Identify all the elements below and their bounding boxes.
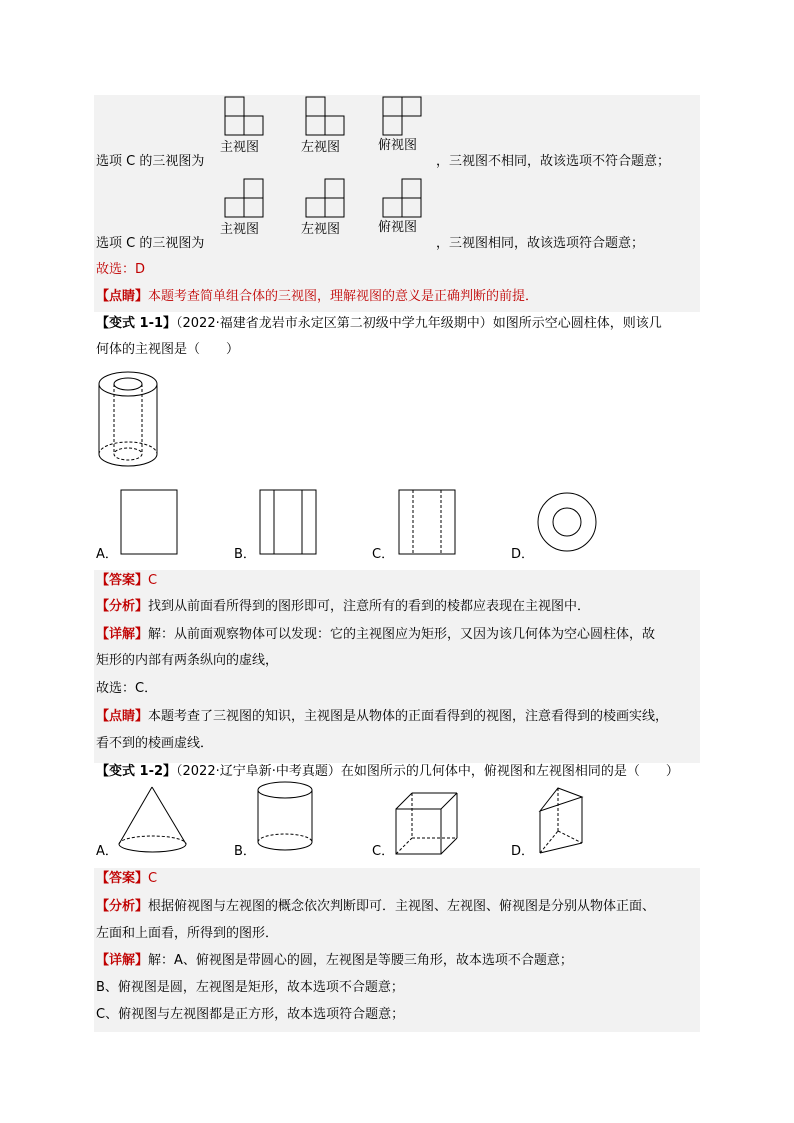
front-view-figure-1	[224, 96, 264, 136]
top-view-figure-2	[382, 178, 422, 218]
cone-figure	[117, 786, 189, 858]
option-c-text-row2: 选项 C 的三视图为	[96, 236, 205, 251]
q1-option-a-label: A．	[96, 547, 118, 562]
caption-side-view-2: 左视图	[301, 222, 341, 237]
cube-figure	[395, 792, 459, 856]
comment-tag: 【点睛】	[96, 289, 149, 304]
q1-option-d-figure	[537, 492, 597, 552]
q2-option-d-label: D．	[511, 844, 535, 859]
q2-option-a-label: A．	[96, 844, 118, 859]
q1-answer-tag: 【答案】	[96, 573, 149, 588]
top-view-figure-1	[382, 96, 422, 136]
caption-top-view-1: 俯视图	[378, 138, 418, 153]
caption-front-view-2: 主视图	[220, 222, 260, 237]
question-1-2-tag: 【变式 1-2】	[96, 764, 177, 779]
q2-detail-line3: C、俯视图与左视图都是正方形，故本选项符合题意；	[96, 1007, 405, 1022]
q1-analysis-text: 找到从前面看所得到的图形即可，注意所有的看到的棱都应表现在主视图中．	[148, 599, 591, 614]
q1-detail-text1: 解：从前面观察物体可以发现：它的主视图应为矩形，又因为该几何体为空心圆柱体，故	[148, 627, 656, 642]
q1-comment-tag: 【点睛】	[96, 709, 149, 724]
q1-option-b-label: B．	[234, 547, 256, 562]
question-1-1-line2: 何体的主视图是（ ）	[96, 342, 240, 357]
q2-option-b-label: B．	[234, 844, 256, 859]
q1-comment-line1	[96, 707, 668, 727]
question-1-2-text: （2022·辽宁阜新·中考真题）在如图所示的几何体中，俯视图和左视图相同的是（ ）	[176, 764, 679, 779]
q1-analysis-line	[96, 597, 590, 617]
choose-d: 故选：D	[96, 262, 146, 277]
q1-comment-line2: 看不到的棱画虚线．	[96, 736, 214, 751]
q2-detail-line1	[96, 951, 573, 971]
question-1-1-line1	[96, 314, 662, 334]
q1-option-b-figure	[259, 489, 317, 555]
q1-detail-line1	[96, 625, 655, 645]
front-view-figure-2	[224, 178, 264, 218]
comment-line	[96, 287, 538, 307]
option-c-conclusion-row2: ，三视图相同，故该选项符合题意；	[436, 236, 645, 251]
q1-answer-line	[96, 571, 157, 591]
q2-detail-text1: 解：A、俯视图是带圆心的圆，左视图是等腰三角形，故本选项不合题意；	[148, 953, 573, 968]
caption-top-view-2: 俯视图	[378, 220, 418, 235]
caption-front-view-1: 主视图	[220, 140, 260, 155]
q2-option-c-label: C．	[372, 844, 395, 859]
q1-answer-value: C	[148, 573, 158, 588]
question-1-1-text: （2022·福建省龙岩市永定区第二初级中学九年级期中）如图所示空心圆柱体，则该几	[176, 316, 662, 331]
q2-answer-value: C	[148, 871, 158, 886]
q1-comment-text1: 本题考查了三视图的知识，主视图是从物体的正面看得到的视图，注意看得到的棱画实线，	[148, 709, 669, 724]
q2-analysis-text1: 根据俯视图与左视图的概念依次判断即可．主视图、左视图、俯视图是分别从物体正面、	[148, 899, 656, 914]
q2-analysis-tag: 【分析】	[96, 899, 149, 914]
side-view-figure-2	[305, 178, 345, 218]
q1-option-d-label: D．	[511, 547, 535, 562]
option-c-conclusion-row1: ，三视图不相同，故该选项不符合题意；	[436, 154, 671, 169]
hollow-cylinder-figure	[97, 370, 161, 470]
question-1-2-line1	[96, 762, 679, 782]
caption-side-view-1: 左视图	[301, 140, 341, 155]
q2-analysis-line2: 左面和上面看，所得到的图形．	[96, 926, 279, 941]
q2-detail-tag: 【详解】	[96, 953, 149, 968]
q2-analysis-line1	[96, 897, 655, 917]
q2-answer-line	[96, 869, 157, 889]
comment-text: 本题考查简单组合体的三视图，理解视图的意义是正确判断的前提．	[148, 289, 539, 304]
q2-answer-tag: 【答案】	[96, 871, 149, 886]
side-view-figure-1	[305, 96, 345, 136]
q1-analysis-tag: 【分析】	[96, 599, 149, 614]
q1-option-c-label: C．	[372, 547, 395, 562]
q1-option-c-figure	[398, 489, 456, 555]
q1-detail-tag: 【详解】	[96, 627, 149, 642]
q1-option-a-figure	[120, 489, 178, 555]
cylinder-figure	[256, 780, 316, 860]
question-1-1-tag: 【变式 1-1】	[96, 316, 177, 331]
q2-detail-line2: B、俯视图是圆，左视图是矩形，故本选项不合题意；	[96, 980, 404, 995]
triangular-prism-figure	[532, 787, 596, 859]
q1-detail-line2: 矩形的内部有两条纵向的虚线，	[96, 653, 279, 668]
q1-choose: 故选：C．	[96, 681, 158, 696]
option-c-text-row1: 选项 C 的三视图为	[96, 154, 205, 169]
